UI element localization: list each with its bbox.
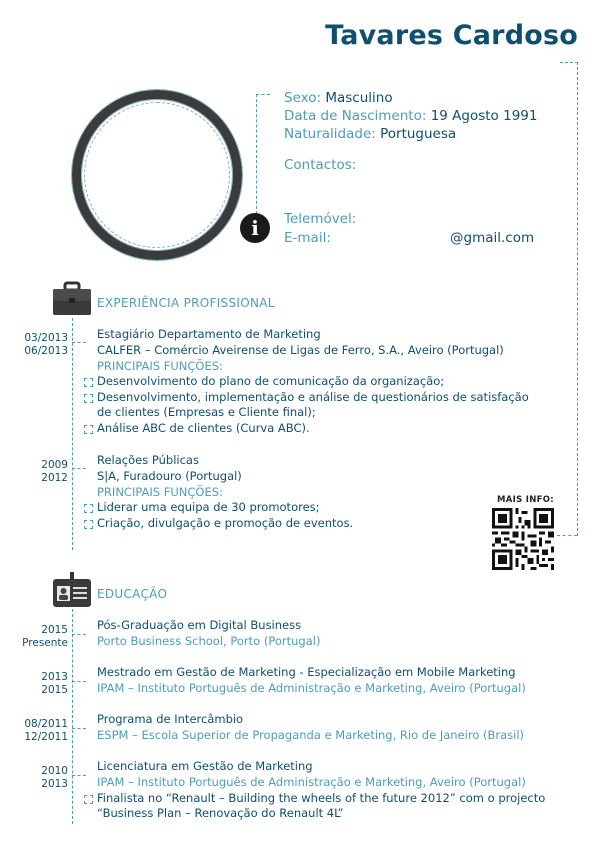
bullet-marker [84, 520, 93, 529]
edu4-extra: Finalista no “Renault – Building the wheels of the future 2012” com o projecto [97, 791, 546, 805]
birthdate-row [284, 108, 537, 124]
timeline-tick [72, 634, 86, 635]
edu2-course: Mestrado em Gestão de Marketing - Especialização em Mobile Marketing [97, 665, 516, 679]
sex-value: Masculino [325, 90, 393, 106]
exp1-date-start: 03/2013 [24, 332, 68, 344]
qr-code-icon[interactable] [492, 508, 554, 570]
bullet-marker [84, 425, 93, 434]
briefcase-icon [52, 280, 92, 316]
birthdate-value: 19 Agosto 1991 [430, 108, 538, 124]
bullet-marker [84, 504, 93, 513]
phone-label: Telemóvel: [284, 211, 357, 227]
edu4-course: Licenciatura em Gestão de Marketing [97, 759, 313, 773]
edu3-date-end: 12/2011 [24, 731, 68, 743]
exp2-bullet: Liderar uma equipa de 30 promotores; [97, 500, 320, 514]
edu4-date-start: 2010 [41, 765, 68, 777]
birthdate-label: Data de Nascimento: [284, 108, 427, 124]
exp1-date-end: 06/2013 [24, 345, 68, 357]
edu1-date-start: 2015 [41, 624, 68, 636]
phone-row [284, 211, 356, 227]
edu1-date-end: Presente [22, 637, 68, 649]
nationality-value: Portuguesa [380, 126, 457, 142]
timeline-line [72, 318, 73, 550]
exp1-organization: CALFER – Comércio Aveirense de Ligas de Ferro, S.A., Aveiro (Portugal) [97, 343, 504, 357]
exp1-functions-label: PRINCIPAIS FUNÇÕES: [97, 359, 223, 373]
timeline-tick [72, 728, 86, 729]
exp1-bullet-cont: de clientes (Empresas e Cliente final); [97, 405, 316, 419]
edu3-course: Programa de Intercâmbio [97, 712, 244, 726]
education-title: EDUCAÇÃO [97, 587, 168, 601]
edu2-date-start: 2013 [41, 671, 68, 683]
qr-label: MAIS INFO: [497, 495, 554, 505]
timeline-tick [72, 775, 86, 776]
sex-row [284, 90, 393, 106]
frame-line [577, 62, 578, 536]
exp1-bullet: Desenvolvimento do plano de comunicação da organização; [97, 374, 445, 388]
email-label: E-mail: [284, 230, 331, 246]
timeline-tick [72, 681, 86, 682]
candidate-name: Tavares Cardoso [325, 20, 578, 51]
nationality-row [284, 126, 456, 142]
edu4-extra-cont: “Business Plan – Renovação do Renault 4L” [97, 806, 344, 820]
edu2-school: IPAM – Instituto Português de Administração e Marketing, Aveiro (Portugal) [97, 681, 526, 695]
sex-label: Sexo: [284, 90, 322, 106]
contacts-label: Contactos: [284, 157, 357, 173]
nationality-label: Naturalidade: [284, 126, 376, 142]
email-row [284, 230, 331, 246]
email-value-row [450, 230, 534, 246]
exp2-date-start: 2009 [41, 459, 68, 471]
bullet-marker [84, 378, 93, 387]
frame-line [560, 62, 578, 63]
edu2-date-end: 2015 [41, 684, 68, 696]
timeline-tick [72, 342, 86, 343]
exp2-functions-label: PRINCIPAIS FUNÇÕES: [97, 485, 223, 499]
exp2-organization: S|A, Furadouro (Portugal) [97, 469, 242, 483]
edu4-school: IPAM – Instituto Português de Administração e Marketing, Aveiro (Portugal) [97, 775, 526, 789]
edu1-course: Pós-Graduação em Digital Business [97, 618, 302, 632]
exp1-bullet: Desenvolvimento, implementação e análise de questionários de satisfação [97, 390, 529, 404]
exp1-bullet: Análise ABC de clientes (Curva ABC). [97, 421, 310, 435]
experience-title: EXPERIÊNCIA PROFISSIONAL [97, 296, 275, 310]
exp1-role: Estagiário Departamento de Marketing [97, 327, 321, 341]
edu1-school: Porto Business School, Porto (Portugal) [97, 634, 321, 648]
contacts-heading [284, 157, 356, 173]
frame-line [557, 535, 577, 536]
exp2-date-end: 2012 [41, 472, 68, 484]
timeline-tick [72, 468, 86, 469]
bracket-line [256, 94, 257, 214]
id-badge-icon [52, 572, 92, 608]
bullet-marker [84, 795, 93, 804]
exp2-role: Relações Públicas [97, 453, 199, 467]
bullet-marker [84, 394, 93, 403]
exp2-bullet: Criação, divulgação e promoção de eventos. [97, 516, 354, 530]
edu4-date-end: 2013 [41, 778, 68, 790]
photo-placeholder [72, 90, 242, 260]
edu3-school: ESPM – Escola Superior de Propaganda e Marketing, Rio de Janeiro (Brasil) [97, 728, 525, 742]
bracket-line [256, 94, 270, 95]
edu3-date-start: 08/2011 [24, 718, 68, 730]
email-value[interactable]: @gmail.com [450, 230, 535, 246]
timeline-line [72, 609, 73, 824]
info-icon: i [240, 213, 270, 243]
